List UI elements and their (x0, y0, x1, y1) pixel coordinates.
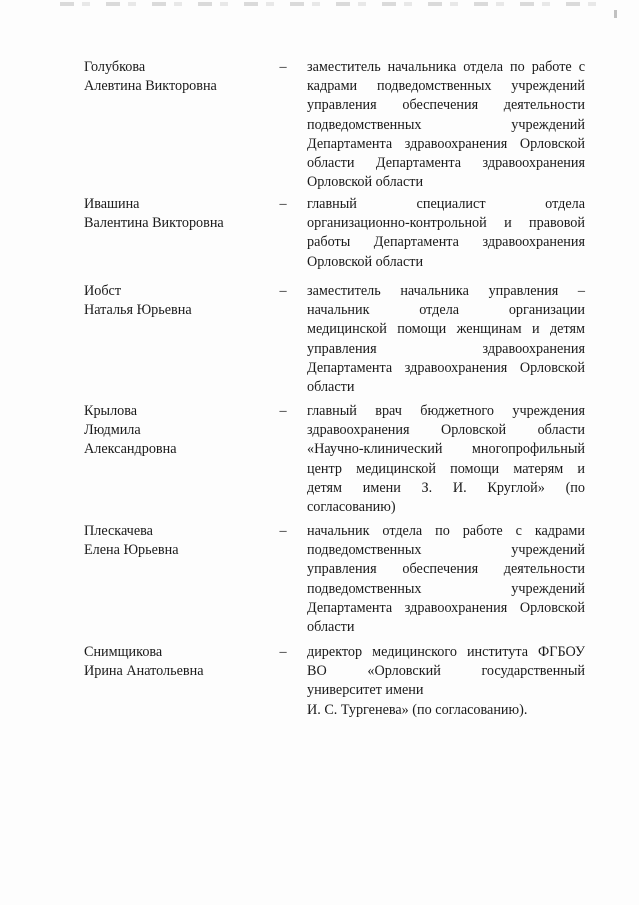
member-name (84, 522, 264, 560)
member-surname: Голубкова (84, 59, 146, 75)
position-line: начальник отдела по работе с кадрами (307, 523, 585, 539)
position-line: организационно-контрольной и правовой (307, 215, 585, 232)
member-given-names: Елена Юрьевна (84, 542, 179, 559)
member-given-names: Валентина Викторовна (84, 215, 224, 232)
position-line: университет имени (307, 682, 424, 699)
member-surname: Плескачева (84, 523, 153, 539)
dash-separator: – (279, 283, 287, 299)
position-line: детям имени З. И. Круглой» (по (307, 479, 585, 496)
member-surname: Снимщикова (84, 644, 163, 660)
position-line: «Научно-клинический многопрофильный (307, 441, 585, 458)
member-given-names: Наталья Юрьевна (84, 302, 192, 319)
member-name (84, 402, 264, 460)
position-line: медицинской помощи женщинам и детям (307, 321, 585, 338)
position-line: Департамента здравоохранения Орловской (307, 359, 585, 376)
dash-separator: – (279, 644, 287, 660)
position-line: главный врач бюджетного учреждения (307, 403, 585, 419)
position-line: Департамента здравоохранения Орловской (307, 135, 585, 152)
position-line: заместитель начальника управления – (307, 283, 585, 299)
member-position (307, 58, 585, 192)
position-line: подведомственных учреждений (307, 542, 585, 559)
member-position (307, 282, 585, 397)
position-line: подведомственных учреждений (307, 116, 585, 133)
position-line: области (307, 379, 355, 396)
position-line: Департамента здравоохранения Орловской (307, 599, 585, 616)
position-line: центр медицинской помощи матерям и (307, 460, 585, 477)
scan-artifact-mark (614, 10, 617, 18)
dash-separator: – (279, 59, 287, 75)
member-name (84, 643, 264, 681)
member-name (84, 58, 264, 96)
member-name (84, 282, 264, 320)
member-surname: Крылова (84, 403, 138, 419)
member-position (307, 195, 585, 272)
member-given-names: Людмила (84, 422, 141, 439)
member-surname: Ивашина (84, 196, 140, 212)
position-line: работы Департамента здравоохранения (307, 234, 585, 251)
member-patronymic: Александровна (84, 441, 177, 458)
position-line: управления здравоохранения (307, 340, 585, 357)
position-line: кадрами подведомственных учреждений (307, 78, 585, 95)
position-line: ВО «Орловский государственный (307, 663, 585, 680)
member-position (307, 522, 585, 637)
position-line: согласованию) (307, 499, 396, 516)
dash-separator: – (279, 523, 287, 539)
position-line: главный специалист отдела (307, 196, 585, 212)
position-line: здравоохранения Орловской области (307, 422, 585, 439)
position-line: начальник отдела организации (307, 302, 585, 319)
member-position (307, 643, 585, 720)
position-line: заместитель начальника отдела по работе с (307, 59, 585, 75)
member-given-names: Ирина Анатольевна (84, 663, 204, 680)
position-line: области Департамента здравоохранения (307, 155, 585, 172)
member-surname: Иобст (84, 283, 122, 299)
position-line: Орловской области (307, 253, 424, 270)
position-line: управления обеспечения деятельности (307, 97, 585, 114)
member-name (84, 195, 264, 233)
member-given-names: Алевтина Викторовна (84, 78, 217, 95)
position-line: директор медицинского института ФГБОУ (307, 644, 585, 660)
position-line: Орловской области (307, 174, 424, 191)
dash-separator: – (279, 403, 287, 419)
position-line: подведомственных учреждений (307, 580, 585, 597)
dash-separator: – (279, 196, 287, 212)
scan-artifact-top (60, 2, 600, 6)
position-line: области (307, 619, 355, 636)
position-line: И. С. Тургенева» (по согласованию). (307, 701, 528, 718)
position-line: управления обеспечения деятельности (307, 561, 585, 578)
member-position (307, 402, 585, 517)
